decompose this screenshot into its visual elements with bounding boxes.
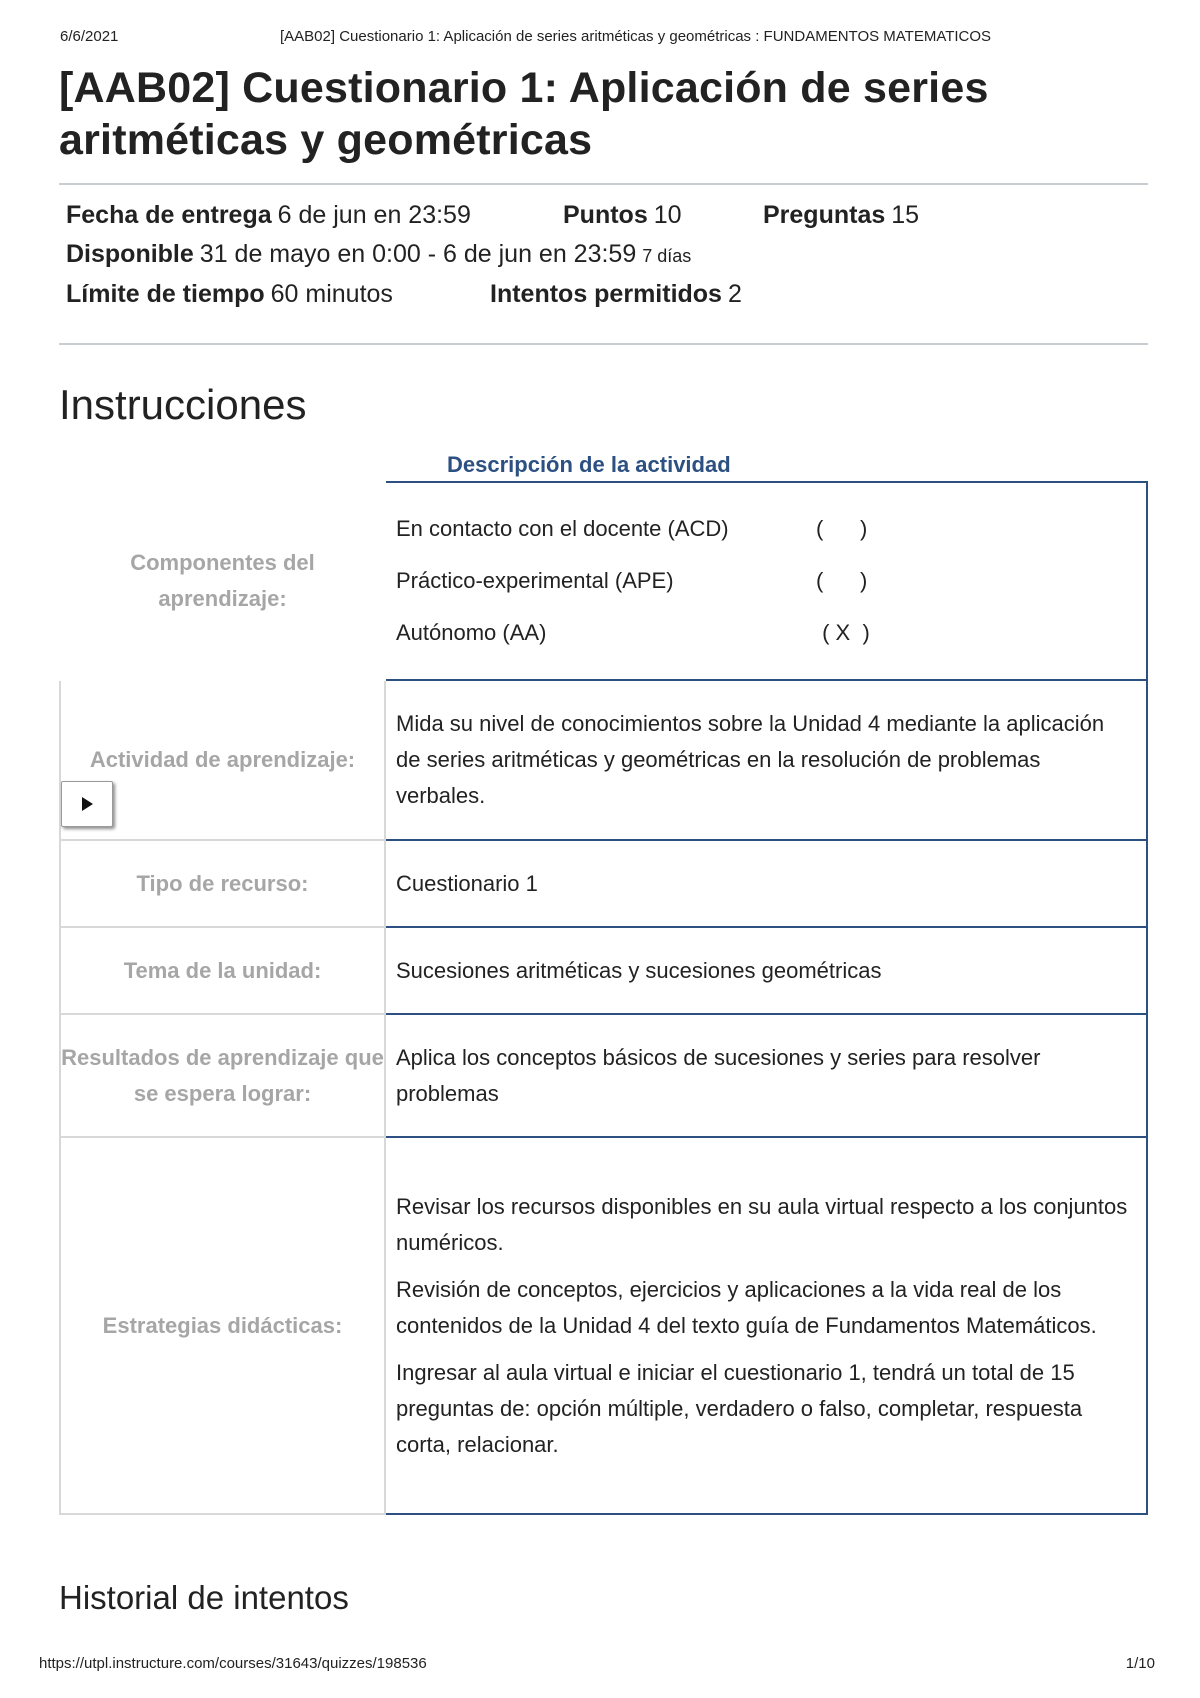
strategies-label: Estrategias didácticas: — [102, 1312, 343, 1338]
points — [563, 201, 763, 230]
resource-type-text: Cuestionario 1 — [396, 870, 538, 896]
page-title: [AAB02] Cuestionario 1: Aplicación de series aritméticas y geométricas — [59, 64, 989, 164]
activity-description-heading-text: Descripción de la actividad — [447, 452, 731, 477]
expected-results-label: Resultados de aprendizaje que se espera lograr: — [61, 1044, 384, 1106]
availability-note: 7 días — [642, 246, 692, 266]
due-date-label: Fecha de entrega — [66, 201, 272, 229]
availability-value: 31 de mayo en 0:00 - 6 de jun en 23:59 — [199, 240, 637, 268]
table-row — [60, 482, 1147, 680]
row-label — [60, 482, 385, 680]
activity-text: Mida su nivel de conocimientos sobre la Unidad 4 mediante la aplicación de series aritméticas y geométricas en la resolución de problemas verbales. — [396, 711, 1105, 808]
component-item — [396, 555, 1132, 607]
table-row — [60, 1014, 1147, 1137]
strategies-text: Ingresar al aula virtual e iniciar el cuestionario 1, tendrá un total de 15 preguntas de: opción múltiple, verdadero o falso, completar, respuesta corta, relacionar. — [396, 1359, 1083, 1457]
row-value — [385, 680, 1147, 840]
attempt-history-heading: Historial de intentos — [59, 1579, 349, 1616]
print-date: 6/6/2021 — [60, 28, 119, 45]
row-label — [60, 1137, 385, 1514]
row-value — [385, 482, 1147, 680]
allowed-attempts-label: Intentos permitidos — [490, 280, 722, 308]
print-header — [60, 28, 1140, 50]
table-row — [60, 840, 1147, 927]
row-label — [60, 1014, 385, 1137]
details-line-1 — [66, 201, 919, 237]
details-line-3 — [66, 280, 742, 316]
table-row — [60, 680, 1147, 840]
quiz-content — [59, 62, 1148, 1515]
table-row — [60, 1137, 1147, 1514]
play-button[interactable] — [61, 781, 113, 827]
divider-bottom — [59, 343, 1148, 345]
resource-type-label: Tipo de recurso: — [136, 870, 309, 896]
component-mark: ( ) — [816, 516, 868, 541]
questions — [763, 201, 919, 230]
row-value — [385, 1014, 1147, 1137]
due-date — [66, 201, 563, 230]
print-tab-title: [AAB02] Cuestionario 1: Aplicación de series aritméticas y geométricas : FUNDAMENTOS MATEMATICOS — [280, 28, 992, 45]
allowed-attempts — [490, 280, 742, 309]
activity-label: Actividad de aprendizaje: — [89, 747, 356, 772]
play-icon — [82, 797, 93, 811]
table-row — [60, 927, 1147, 1014]
component-item — [396, 607, 1132, 659]
availability-label: Disponible — [66, 240, 194, 268]
component-mark: ( ) — [816, 568, 868, 593]
row-label — [60, 680, 385, 840]
time-limit-value: 60 minutos — [270, 280, 393, 308]
component-item — [396, 503, 1132, 555]
quiz-details — [59, 185, 1148, 331]
strategies-text: Revisar los recursos disponibles en su aula virtual respecto a los conjuntos numéricos. — [396, 1193, 1128, 1255]
activity-description-heading — [59, 449, 1148, 481]
component-name: Práctico-experimental (APE) — [396, 568, 674, 593]
expected-results-text: Aplica los conceptos básicos de sucesiones y series para resolver problemas — [396, 1044, 1041, 1106]
time-limit — [66, 280, 490, 309]
allowed-attempts-value: 2 — [727, 280, 742, 308]
instructions-heading: Instrucciones — [59, 381, 307, 428]
print-url: https://utpl.instructure.com/courses/31643/quizzes/198536 — [39, 1655, 427, 1672]
component-name: Autónomo (AA) — [396, 620, 547, 645]
details-line-2 — [66, 240, 691, 276]
time-limit-label: Límite de tiempo — [66, 280, 265, 308]
components-label: Componentes del aprendizaje: — [130, 550, 315, 611]
questions-value: 15 — [891, 201, 920, 229]
availability — [66, 240, 691, 269]
unit-topic-text: Sucesiones aritméticas y sucesiones geométricas — [396, 957, 882, 983]
row-value — [385, 1137, 1147, 1514]
points-value: 10 — [653, 201, 682, 229]
row-value — [385, 927, 1147, 1014]
questions-label: Preguntas — [763, 201, 886, 229]
row-label — [60, 840, 385, 927]
print-footer — [39, 1655, 1155, 1677]
row-value — [385, 840, 1147, 927]
strategies-text: Revisión de conceptos, ejercicios y aplicaciones a la vida real de los contenidos de la Unidad 4 del texto guía de Fundamentos Matemáticos. — [396, 1276, 1097, 1338]
points-label: Puntos — [563, 201, 648, 229]
component-mark: ( X ) — [816, 620, 870, 645]
row-label — [60, 927, 385, 1014]
page-number: 1/10 — [1125, 1655, 1155, 1672]
due-date-value: 6 de jun en 23:59 — [277, 201, 471, 229]
activity-table — [59, 481, 1148, 1515]
unit-topic-label: Tema de la unidad: — [123, 957, 322, 983]
component-name: En contacto con el docente (ACD) — [396, 516, 729, 541]
